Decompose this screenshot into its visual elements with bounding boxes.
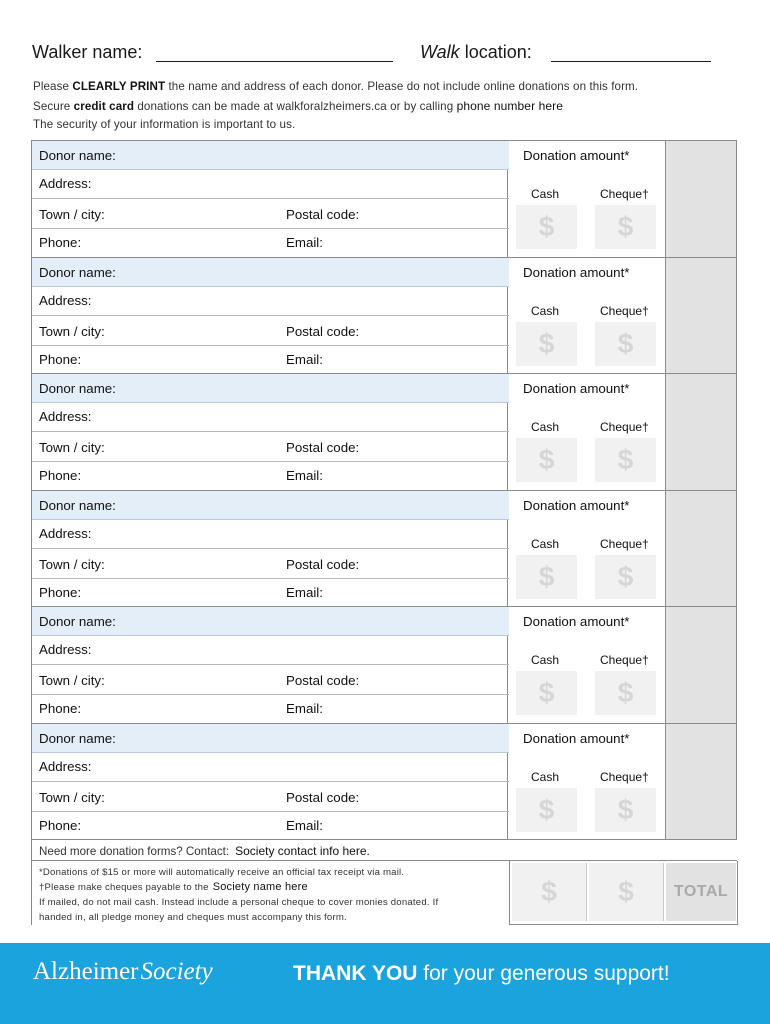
- footer-banner: [0, 943, 770, 1024]
- note-mail: If mailed, do not mail cash. Instead include a personal cheque to cover monies donated. If: [39, 897, 439, 908]
- contact-text: Need more donation forms? Contact:: [39, 845, 230, 858]
- office-use-column: [666, 258, 737, 374]
- office-use-column: [666, 607, 737, 723]
- donor-name-label: Donor name:: [39, 264, 116, 280]
- cash-amount-field[interactable]: $: [516, 788, 577, 832]
- phone-label: Phone:: [39, 584, 82, 600]
- town-postal-row[interactable]: [32, 782, 509, 812]
- town-city-label: Town / city:: [39, 440, 105, 455]
- donor-name-field[interactable]: [32, 258, 509, 287]
- address-field[interactable]: [32, 403, 509, 432]
- donation-amount: [508, 491, 666, 607]
- phone-email-row[interactable]: [32, 579, 509, 607]
- alzheimer-society-logo: AlzheimerSociety: [33, 958, 213, 985]
- donation-amount-label: Donation amount*: [523, 614, 630, 629]
- donor-info: [31, 491, 508, 607]
- donation-amount: [508, 141, 666, 257]
- cash-amount-field[interactable]: $: [516, 205, 577, 249]
- email-label: Email:: [286, 235, 323, 250]
- donation-amount-label: Donation amount*: [523, 381, 630, 396]
- donation-amount: [508, 374, 666, 490]
- cheque-label: Cheque†: [600, 187, 649, 201]
- office-use-column: [666, 724, 737, 840]
- cheque-label: Cheque†: [600, 769, 649, 784]
- instructions: [33, 78, 638, 135]
- postal-code-label: Postal code:: [286, 207, 360, 222]
- address-field[interactable]: [32, 520, 509, 549]
- donation-amount: [508, 258, 666, 374]
- phone-label: Phone:: [39, 351, 82, 367]
- address-field[interactable]: [32, 636, 509, 665]
- phone-label: Phone:: [39, 701, 82, 716]
- donor-name-label: Donor name:: [39, 381, 116, 396]
- cash-amount-field[interactable]: $: [516, 671, 577, 715]
- donor-block: [31, 140, 737, 257]
- town-city-label: Town / city:: [39, 323, 105, 339]
- address-label: Address:: [39, 758, 92, 774]
- note-cheques: †Please make cheques payable to the Society name here: [39, 881, 308, 893]
- donation-amount-label: Donation amount*: [523, 264, 630, 280]
- contact-info: Society contact info here.: [235, 844, 370, 858]
- cash-label: Cash: [531, 420, 560, 434]
- footnotes: [39, 865, 509, 925]
- cheque-label: Cheque†: [600, 653, 649, 667]
- donor-name-label: Donor name:: [39, 148, 116, 163]
- donor-name-label: Donor name:: [39, 730, 116, 746]
- walker-info-row: [32, 42, 722, 68]
- cash-label: Cash: [531, 303, 560, 318]
- cheque-label: Cheque†: [600, 536, 649, 551]
- donor-block: [31, 723, 737, 840]
- cash-amount-field[interactable]: $: [516, 322, 577, 366]
- address-field[interactable]: [32, 287, 509, 316]
- donor-name-label: Donor name:: [39, 497, 116, 513]
- postal-code-label: Postal code:: [286, 789, 360, 805]
- cash-label: Cash: [531, 187, 560, 201]
- donation-amount-label: Donation amount*: [523, 497, 630, 513]
- walk-location-field[interactable]: [551, 61, 711, 62]
- note-handed-in: handed in, all pledge money and cheques must accompany this form.: [39, 912, 347, 923]
- town-postal-row[interactable]: [32, 199, 509, 229]
- cash-label: Cash: [531, 536, 560, 551]
- instructions-line-3: The security of your information is important to us.: [33, 118, 296, 131]
- postal-code-label: Postal code:: [286, 440, 360, 455]
- town-postal-row[interactable]: [32, 665, 509, 695]
- town-city-label: Town / city:: [39, 673, 105, 688]
- donor-block: [31, 606, 737, 723]
- postal-code-label: Postal code:: [286, 673, 360, 688]
- address-field[interactable]: [32, 753, 509, 782]
- donor-block: [31, 490, 737, 607]
- address-label: Address:: [39, 409, 92, 424]
- phone-label: Phone:: [39, 817, 82, 833]
- donor-info: [31, 141, 508, 257]
- address-label: Address:: [39, 642, 92, 657]
- donor-name-field[interactable]: [32, 491, 509, 520]
- total-cash-field[interactable]: $: [512, 863, 587, 921]
- email-label: Email:: [286, 817, 323, 833]
- cheque-label: Cheque†: [600, 420, 649, 434]
- donor-info: [31, 724, 508, 840]
- donor-form: [31, 140, 737, 925]
- walker-name-label: Walker name:: [32, 42, 143, 62]
- town-postal-row[interactable]: [32, 316, 509, 346]
- phone-email-row[interactable]: [32, 812, 509, 840]
- donor-block: [31, 373, 737, 490]
- email-label: Email:: [286, 351, 323, 367]
- donor-name-field[interactable]: [32, 607, 509, 636]
- donation-amount-label: Donation amount*: [523, 730, 630, 746]
- address-label: Address:: [39, 525, 92, 541]
- town-city-label: Town / city:: [39, 556, 105, 572]
- address-label: Address:: [39, 292, 92, 308]
- donor-name-field[interactable]: [32, 724, 509, 753]
- cash-label: Cash: [531, 653, 560, 667]
- total-label: TOTAL: [666, 863, 736, 921]
- donor-name-field[interactable]: [32, 374, 509, 403]
- instructions-line-1: Please CLEARLY PRINT the name and address of each donor. Please do not include online donations on this form.: [33, 80, 639, 93]
- cheque-amount-field[interactable]: $: [595, 555, 656, 599]
- donor-block: [31, 257, 737, 374]
- phone-label: Phone:: [39, 235, 82, 250]
- cash-label: Cash: [531, 769, 560, 784]
- town-postal-row[interactable]: [32, 549, 509, 579]
- total-cheque-field[interactable]: $: [589, 863, 664, 921]
- cheque-amount-field[interactable]: $: [595, 438, 656, 482]
- phone-email-row[interactable]: [32, 695, 509, 723]
- email-label: Email:: [286, 468, 323, 483]
- cheque-amount-field[interactable]: $: [595, 205, 656, 249]
- donation-amount: [508, 607, 666, 723]
- contact-row: [31, 839, 737, 861]
- postal-code-label: Postal code:: [286, 556, 360, 572]
- donation-amount: [508, 724, 666, 840]
- cheque-label: Cheque†: [600, 303, 649, 318]
- office-use-column: [666, 141, 737, 257]
- footer-section: [31, 861, 737, 925]
- cheque-amount-field[interactable]: $: [595, 788, 656, 832]
- town-city-label: Town / city:: [39, 789, 105, 805]
- cash-amount-field[interactable]: $: [516, 555, 577, 599]
- town-postal-row[interactable]: [32, 432, 509, 462]
- walker-name-field[interactable]: [156, 61, 393, 62]
- walk-location-label: Walk location:: [420, 42, 532, 62]
- donor-name-label: Donor name:: [39, 614, 116, 629]
- address-label: Address:: [39, 176, 92, 191]
- email-label: Email:: [286, 584, 323, 600]
- office-use-column: [666, 491, 737, 607]
- phone-email-row[interactable]: [32, 229, 509, 257]
- donor-info: [31, 258, 508, 374]
- phone-label: Phone:: [39, 468, 82, 483]
- email-label: Email:: [286, 701, 323, 716]
- phone-email-row[interactable]: [32, 346, 509, 374]
- donor-info: [31, 607, 508, 723]
- instructions-line-2: Secure credit card donations can be made at walkforalzheimers.ca or by calling phone number here: [33, 98, 564, 113]
- note-tax-receipt: *Donations of $15 or more will automatically receive an official tax receipt via mail.: [39, 867, 405, 878]
- donor-info: [31, 374, 508, 490]
- donation-amount-label: Donation amount*: [523, 148, 630, 163]
- cheque-amount-field[interactable]: $: [595, 322, 656, 366]
- donor-name-field[interactable]: [32, 141, 509, 170]
- office-use-column: [666, 374, 737, 490]
- phone-email-row[interactable]: [32, 462, 509, 490]
- totals-box: [509, 861, 738, 925]
- postal-code-label: Postal code:: [286, 323, 360, 339]
- cheque-amount-field[interactable]: $: [595, 671, 656, 715]
- town-city-label: Town / city:: [39, 207, 105, 222]
- address-field[interactable]: [32, 170, 509, 199]
- thank-you-message: THANK YOU for your generous support!: [293, 962, 670, 985]
- cash-amount-field[interactable]: $: [516, 438, 577, 482]
